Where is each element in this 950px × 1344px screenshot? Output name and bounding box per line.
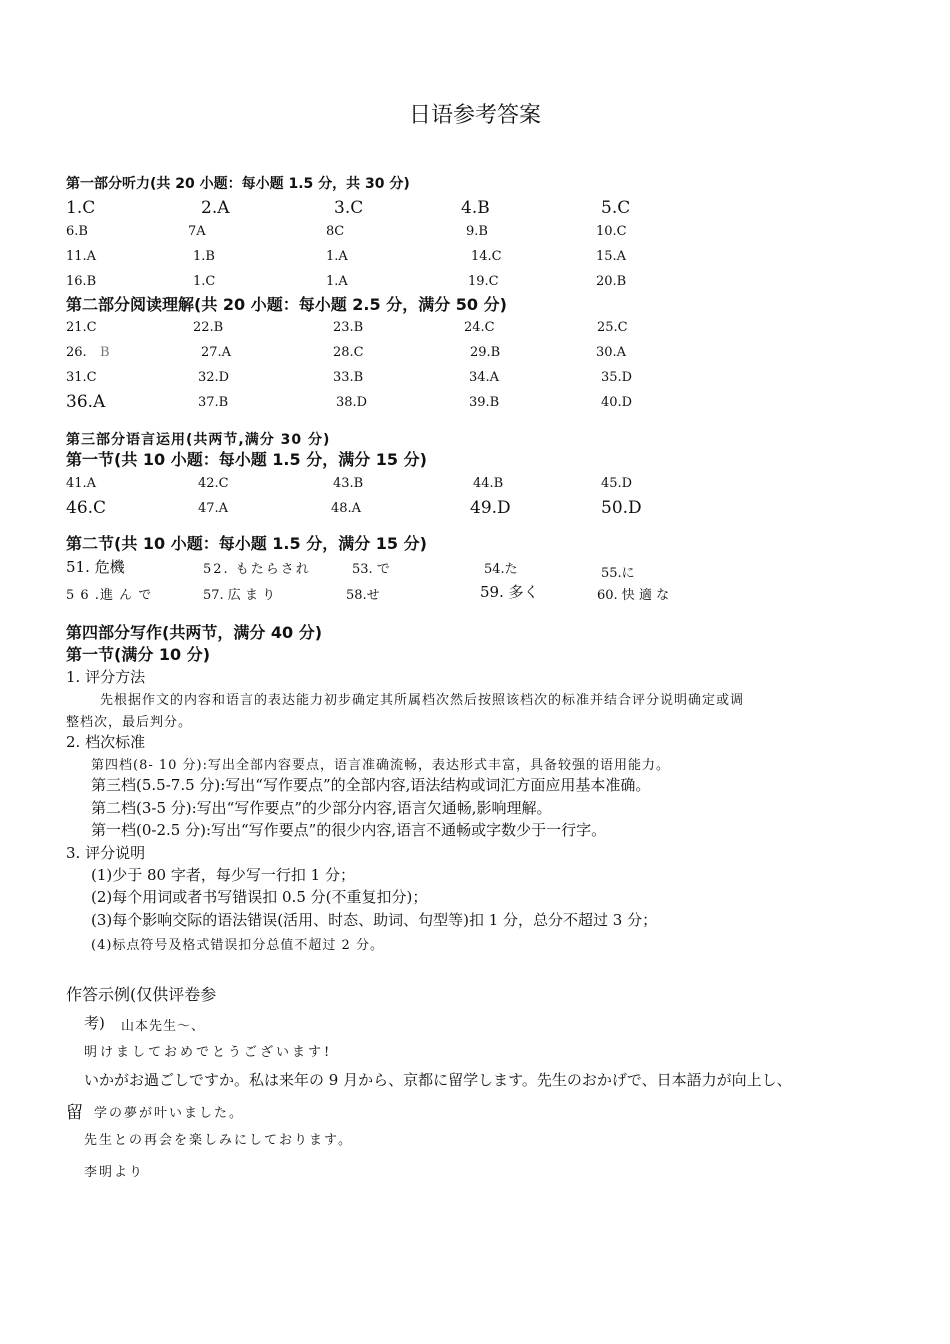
answer: 57. 広 ま り	[203, 588, 276, 603]
answer: 38.D	[336, 395, 368, 410]
item3-title: 3. 评分说明	[66, 844, 146, 862]
answer: 5 6 .進 ん で	[66, 588, 153, 603]
answer: 50.D	[601, 498, 642, 518]
answer: 49.D	[470, 498, 511, 518]
answer: 4.B	[461, 198, 490, 218]
example-line: 学の夢が叶いました。	[94, 1106, 245, 1121]
answer: 9.B	[466, 224, 488, 239]
item2-line: 第二档(3-5 分):写出“写作要点”的少部分内容,语言欠通畅,影响理解。	[91, 799, 552, 817]
answer: 2.A	[201, 198, 230, 218]
part2-heading: 第二部分阅读理解(共 20 小题：每小题 2.5 分，满分 50 分)	[66, 295, 507, 314]
answer: 51. 危機	[66, 558, 125, 576]
item3-line: (4)标点符号及格式错误扣分总值不超过 2 分。	[91, 938, 384, 953]
answer: 5.C	[601, 198, 631, 218]
answer: 3.C	[334, 198, 364, 218]
part3-section2-heading: 第二节(共 10 小题：每小题 1.5 分，满分 15 分)	[66, 534, 427, 553]
answer: 54.た	[484, 562, 518, 577]
answer: 24.C	[464, 320, 495, 335]
item3-line: (2)每个用词或者书写错误扣 0.5 分(不重复扣分)；	[91, 888, 428, 906]
answer: 1.C	[66, 198, 96, 218]
part1-heading: 第一部分听力(共 20 小题：每小题 1.5 分，共 30 分)	[66, 176, 410, 192]
answer: 60. 快 適 な	[597, 588, 670, 603]
answer: 10.C	[596, 224, 627, 239]
answer: B	[100, 345, 110, 360]
answer: 8C	[326, 224, 345, 239]
answer: 43.B	[333, 476, 364, 491]
part4-heading: 第四部分写作(共两节，满分 40 分)	[66, 623, 323, 642]
answer: 47.A	[198, 501, 229, 516]
answer: 22.B	[193, 320, 224, 335]
answer: 48.A	[331, 501, 362, 516]
answer: 1.A	[326, 274, 348, 289]
item2-line: 第四档(8- 10 分):写出全部内容要点，语言准确流畅，表达形式丰富，具备较强的语用能力。	[91, 758, 670, 773]
item3-line: (3)每个影响交际的语法错误(活用、时态、助词、句型等)扣 1 分，总分不超过 3 分；	[91, 911, 658, 929]
answer: 32.D	[198, 370, 230, 385]
answer: 1.C	[193, 274, 216, 289]
answer: 15.A	[596, 249, 627, 264]
answer: 59. 多く	[480, 583, 539, 601]
example-title-cont: 考)	[84, 1014, 105, 1032]
answer: 1.A	[326, 249, 348, 264]
example-title: 作答示例(仅供评卷参	[66, 985, 217, 1004]
item2-title: 2. 档次标准	[66, 733, 146, 751]
answer: 27.A	[201, 345, 232, 360]
answer: 31.C	[66, 370, 97, 385]
answer: 46.C	[66, 498, 107, 518]
answer: 37.B	[198, 395, 229, 410]
example-line: 先生との再会を楽しみにしております。	[84, 1133, 353, 1148]
item2-line: 第三档(5.5-7.5 分):写出“写作要点”的全部内容,语法结构或词汇方面应用基本准确。	[91, 776, 651, 794]
answer: 42.C	[198, 476, 229, 491]
answer: 7A	[188, 224, 206, 239]
item1-text: 整档次，最后判分。	[66, 715, 193, 730]
page-title: 日语参考答案	[408, 103, 541, 128]
answer: 55.に	[601, 566, 635, 581]
answer: 33.B	[333, 370, 364, 385]
example-signature: 李明より	[84, 1165, 145, 1180]
answer: 21.C	[66, 320, 97, 335]
item1-title: 1. 评分方法	[66, 668, 146, 686]
answer: 45.D	[601, 476, 633, 491]
answer: 36.A	[66, 392, 106, 412]
part4-section1-heading: 第一节(满分 10 分)	[66, 645, 211, 664]
answer: 40.D	[601, 395, 633, 410]
answer: 39.B	[469, 395, 500, 410]
answer: 41.A	[66, 476, 97, 491]
answer: 26.	[66, 345, 87, 360]
answer: 34.A	[469, 370, 500, 385]
answer: 1.B	[193, 249, 215, 264]
answer: 52. もたらされ	[203, 562, 311, 577]
answer: 23.B	[333, 320, 364, 335]
item1-text: 先根据作文的内容和语言的表达能力初步确定其所属档次然后按照该档次的标准并结合评分说明确定或调	[100, 693, 745, 708]
answer: 6.B	[66, 224, 88, 239]
part3-heading: 第三部分语言运用(共两节,满分 30 分)	[66, 432, 331, 448]
answer: 53. で	[352, 562, 390, 577]
answer: 30.A	[596, 345, 627, 360]
example-line: いかがお過ごしですか。私は来年の 9 月から、京都に留学します。先生のおかげで、日本語力が向上し、	[84, 1071, 792, 1089]
answer: 35.D	[601, 370, 633, 385]
example-line: 明けましておめでとうございます!	[84, 1045, 333, 1060]
answer: 14.C	[471, 249, 502, 264]
item3-line: (1)少于 80 字者，每少写一行扣 1 分；	[91, 866, 355, 884]
answer: 29.B	[470, 345, 501, 360]
answer: 58.せ	[346, 588, 380, 603]
answer: 28.C	[333, 345, 364, 360]
answer: 16.B	[66, 274, 97, 289]
answer: 44.B	[473, 476, 504, 491]
item2-line: 第一档(0-2.5 分):写出“写作要点”的很少内容,语言不通畅或字数少于一行字。	[91, 821, 607, 839]
part3-section1-heading: 第一节(共 10 小题：每小题 1.5 分，满分 15 分)	[66, 450, 427, 469]
answer: 11.A	[66, 249, 97, 264]
answer: 25.C	[597, 320, 628, 335]
answer: 19.C	[468, 274, 499, 289]
example-greeting: 山本先生～、	[121, 1019, 206, 1034]
example-line-start: 留	[66, 1103, 83, 1123]
answer: 20.B	[596, 274, 627, 289]
